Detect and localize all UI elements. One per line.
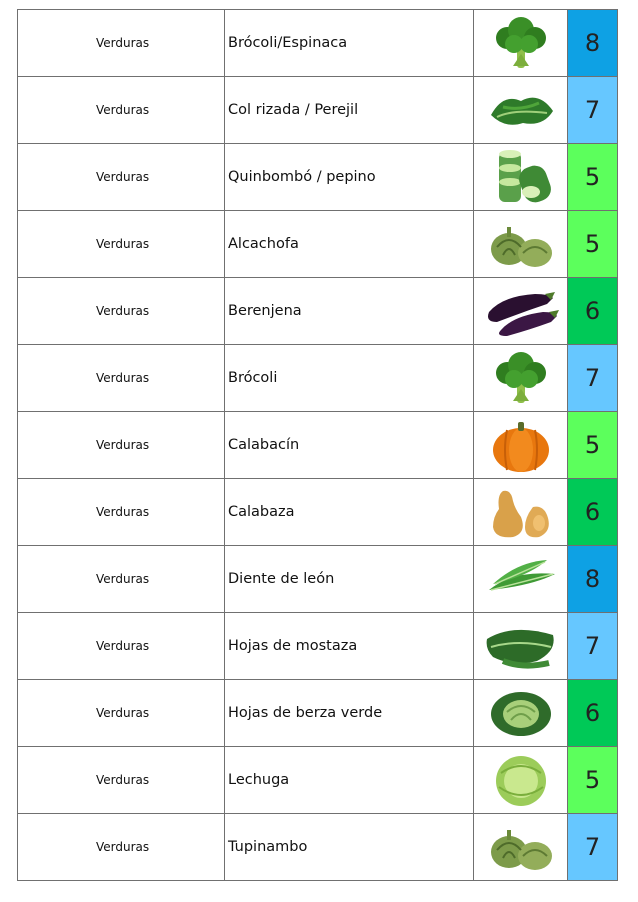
table-row: [18, 613, 618, 680]
image-cell: [474, 412, 568, 479]
table-row: [18, 345, 618, 412]
category-cell: Verduras: [18, 278, 225, 345]
category-cell: Verduras: [18, 77, 225, 144]
broccoli-icon: [483, 349, 559, 407]
category-cell: Verduras: [18, 345, 225, 412]
vegetable-name-cell: Hojas de mostaza: [225, 613, 474, 680]
score-cell: 5: [568, 747, 618, 814]
image-cell: [474, 546, 568, 613]
image-cell: [474, 144, 568, 211]
vegetable-name-cell: Tupinambo: [225, 814, 474, 881]
vegetable-name-cell: Hojas de berza verde: [225, 680, 474, 747]
category-cell: Verduras: [18, 144, 225, 211]
table-row: [18, 747, 618, 814]
vegetable-name-cell: Calabaza: [225, 479, 474, 546]
category-cell: Verduras: [18, 814, 225, 881]
table-row: [18, 412, 618, 479]
pumpkin-icon: [483, 416, 559, 474]
category-cell: Verduras: [18, 613, 225, 680]
table-row: [18, 211, 618, 278]
image-cell: [474, 345, 568, 412]
score-cell: 7: [568, 77, 618, 144]
image-cell: [474, 747, 568, 814]
image-cell: [474, 479, 568, 546]
image-cell: [474, 680, 568, 747]
vegetable-table-body: [18, 10, 618, 881]
lettuce-icon: [483, 751, 559, 809]
score-cell: 5: [568, 412, 618, 479]
score-cell: 7: [568, 814, 618, 881]
score-cell: 6: [568, 278, 618, 345]
category-cell: Verduras: [18, 412, 225, 479]
score-cell: 5: [568, 144, 618, 211]
vegetable-name-cell: Brócoli/Espinaca: [225, 10, 474, 77]
category-cell: Verduras: [18, 680, 225, 747]
image-cell: [474, 278, 568, 345]
vegetable-name-cell: Alcachofa: [225, 211, 474, 278]
butternut-squash-icon: [483, 483, 559, 541]
vegetable-name-cell: Quinbombó / pepino: [225, 144, 474, 211]
table-row: [18, 77, 618, 144]
score-cell: 6: [568, 479, 618, 546]
table-row: [18, 479, 618, 546]
eggplant-icon: [483, 282, 559, 340]
image-cell: [474, 10, 568, 77]
table-row: [18, 680, 618, 747]
category-cell: Verduras: [18, 546, 225, 613]
score-cell: 5: [568, 211, 618, 278]
score-cell: 8: [568, 546, 618, 613]
image-cell: [474, 211, 568, 278]
score-cell: 8: [568, 10, 618, 77]
vegetable-name-cell: Diente de león: [225, 546, 474, 613]
image-cell: [474, 814, 568, 881]
score-cell: 7: [568, 613, 618, 680]
category-cell: Verduras: [18, 747, 225, 814]
image-cell: [474, 77, 568, 144]
table-row: [18, 814, 618, 881]
vegetable-table: [17, 9, 618, 881]
category-cell: Verduras: [18, 10, 225, 77]
artichoke-icon: [483, 215, 559, 273]
score-cell: 6: [568, 680, 618, 747]
category-cell: Verduras: [18, 211, 225, 278]
table-row: [18, 10, 618, 77]
vegetable-name-cell: Brócoli: [225, 345, 474, 412]
dandelion-greens-icon: [483, 550, 559, 608]
score-cell: 7: [568, 345, 618, 412]
cabbage-icon: [483, 684, 559, 742]
vegetable-name-cell: Berenjena: [225, 278, 474, 345]
table-row: [18, 144, 618, 211]
category-cell: Verduras: [18, 479, 225, 546]
image-cell: [474, 613, 568, 680]
artichoke-icon: [483, 818, 559, 876]
vegetable-name-cell: Lechuga: [225, 747, 474, 814]
broccoli-icon: [483, 14, 559, 72]
table-row: [18, 278, 618, 345]
cucumber-icon: [483, 148, 559, 206]
kale-icon: [483, 81, 559, 139]
vegetable-name-cell: Col rizada / Perejil: [225, 77, 474, 144]
mustard-greens-icon: [483, 617, 559, 675]
table-row: [18, 546, 618, 613]
vegetable-name-cell: Calabacín: [225, 412, 474, 479]
